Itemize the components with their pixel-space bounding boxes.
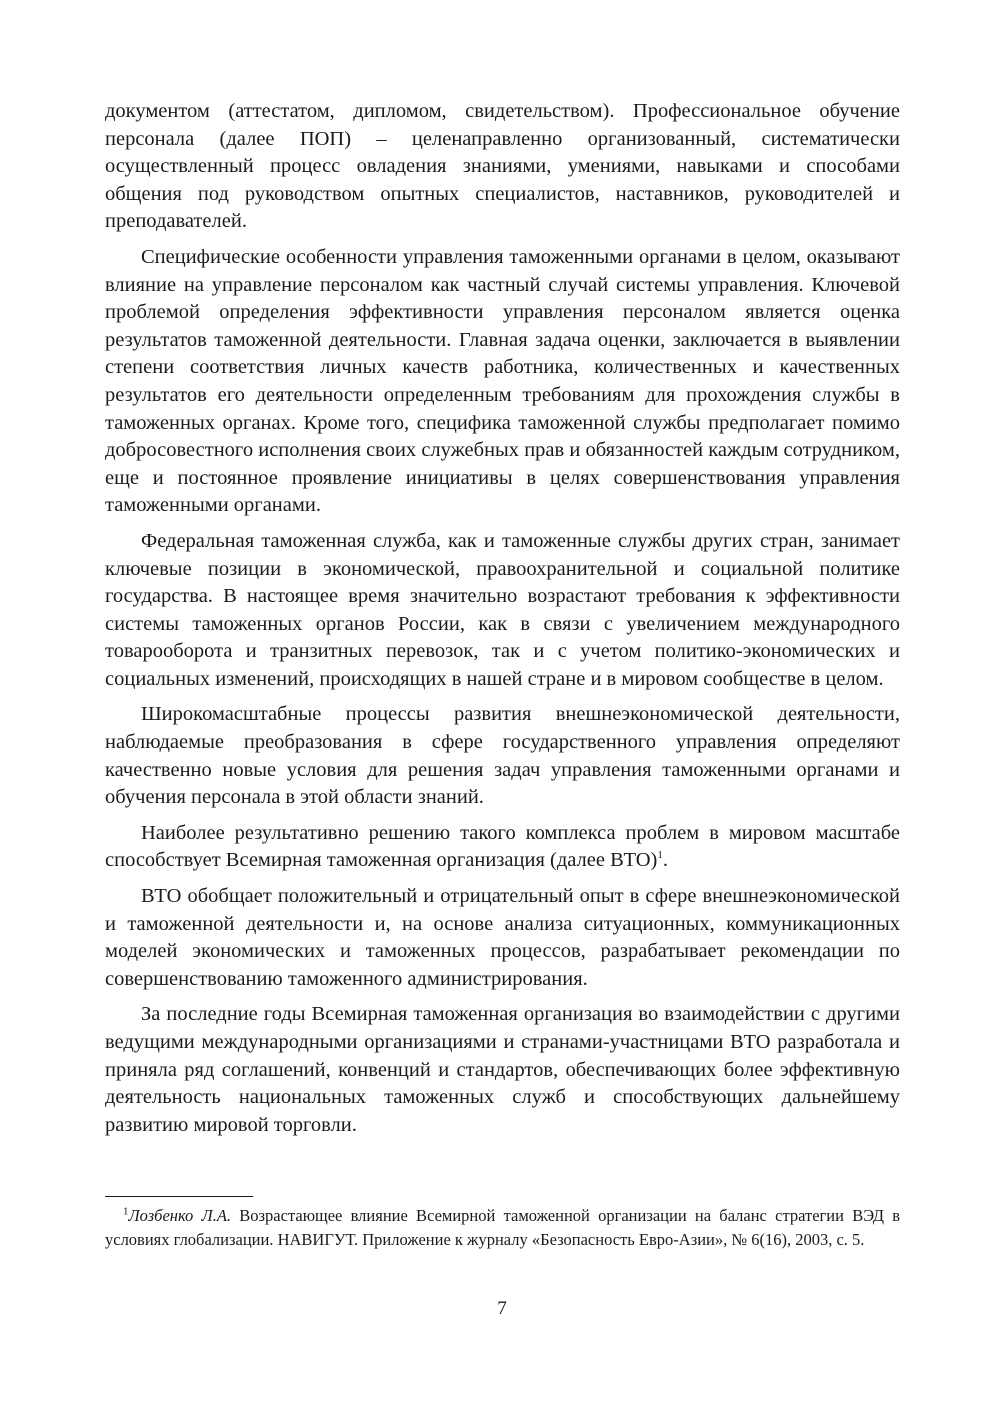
paragraph-5-end: . bbox=[662, 849, 668, 872]
paragraph-5 bbox=[105, 820, 900, 875]
footnote bbox=[105, 1204, 900, 1252]
footnote-marker: 1 bbox=[123, 1205, 129, 1218]
page-body bbox=[105, 98, 900, 1147]
page-number: 7 bbox=[497, 1298, 507, 1319]
paragraph-6: ВТО обобщает положительный и отрицательный опыт в сфере внешнеэкономической и таможенной деятельности и, на основе анализа ситуационных, коммуникационных моделей экономических и таможенных процессов, разрабатывает рекомендации по совершенствованию таможенного администрирования. bbox=[105, 885, 900, 990]
footnote-reference: 1 bbox=[657, 849, 663, 862]
paragraph-7: За последние годы Всемирная таможенная организация во взаимодействии с другими ведущими международными организациями и странами-участницами ВТО разработала и приняла ряд соглашений, конвенций и стандартов, обеспечивающих более эффективную деятельность национальных таможенных служб и способствующих дальнейшему развитию мировой торговли. bbox=[105, 1003, 900, 1136]
paragraph-5-text: Наиболее результативно решению такого комплекса проблем в мировом масштабе способствует Всемирная таможенная организация (далее ВТО) bbox=[105, 821, 900, 872]
paragraph-3: Федеральная таможенная служба, как и таможенные службы других стран, занимает ключевые позиции в экономической, правоохранительной и социальной политике государства. В настоящее время значительно возрастают требования к эффективности системы таможенных органов России, как в связи с увеличением международного товарооборота и транзитных перевозок, так и с учетом политико-экономических и социальных изменений, происходящих в нашей стране и в мировом сообществе в целом. bbox=[105, 529, 900, 690]
footnote-author: Лозбенко Л.А. bbox=[128, 1206, 232, 1225]
footnote-divider bbox=[105, 1196, 253, 1197]
paragraph-1: документом (аттестатом, дипломом, свидетельством). Профессиональное обучение персонала (далее ПОП) – целенаправленно организованный, систематически осуществленный процесс овладения знаниями, умениями, навыками и способами общения под руководством опытных специалистов, наставников, руководителей и преподавателей. bbox=[105, 100, 900, 233]
footnote-text: Возрастающее влияние Всемирной таможенной организации на баланс стратегии ВЭД в условиях глобализации. НАВИГУТ. Приложение к журналу «Безопасность Евро-Азии», № 6(16), 2003, с. 5. bbox=[105, 1206, 901, 1249]
paragraph-4: Широкомасштабные процессы развития внешнеэкономической деятельности, наблюдаемые преобразования в сфере государственного управления определяют качественно новые условия для решения задач управления таможенными органами и обучения персонала в этой области знаний. bbox=[105, 703, 900, 809]
paragraph-2: Специфические особенности управления таможенными органами в целом, оказывают влияние на управление персоналом как частный случай системы управления. Ключевой проблемой определения эффективности управления персоналом является оценка результатов таможенной деятельности. Главная задача оценки, заключается в выявлении степени соответствия личных качеств работника, количественных и качественных результатов его деятельности определенным требованиям для прохождения службы в таможенных органах. Кроме того, специфика таможенной службы предполагает помимо добросовестного исполнения своих служебных прав и обязанностей каждым сотрудником, еще и постоянное проявление инициативы в целях совершенствования управления таможенными органами. bbox=[105, 245, 900, 517]
